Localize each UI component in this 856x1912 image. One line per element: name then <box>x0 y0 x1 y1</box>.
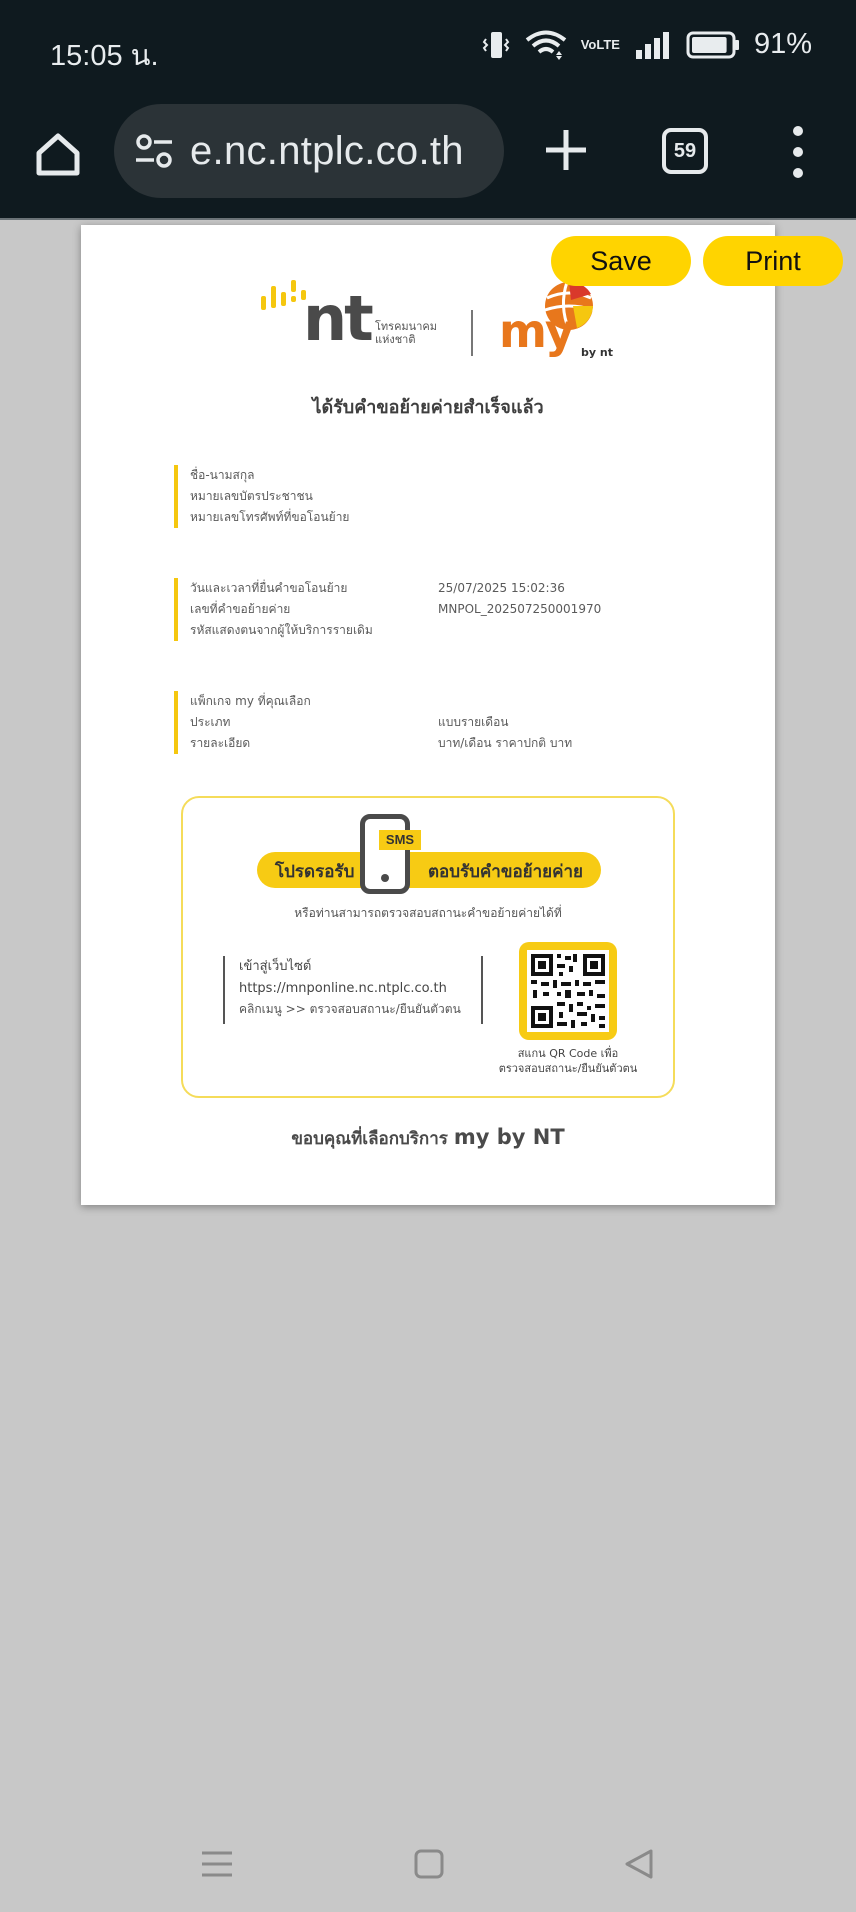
tune-icon[interactable] <box>134 131 174 171</box>
info-row: รหัสแสดงตนจากผู้ให้บริการรายเดิม <box>190 623 373 637</box>
qr-caption <box>487 1046 649 1076</box>
tab-count: 59 <box>673 139 697 162</box>
navigation-bar <box>0 1822 856 1912</box>
browser-toolbar <box>0 90 856 220</box>
save-button[interactable]: Save <box>551 236 691 286</box>
battery-icon <box>686 30 740 60</box>
qr-caption-line1: สแกน QR Code เพื่อ <box>517 1047 619 1060</box>
recents-icon[interactable] <box>192 1842 242 1886</box>
signal-icon <box>634 30 672 60</box>
nt-org-name <box>375 320 445 346</box>
package-info-section <box>174 691 698 754</box>
sms-subtitle: หรือท่านสามารถตรวจสอบสถานะคำขอย้ายค่ายได้ที่ <box>294 906 562 920</box>
info-row: แพ็กเกจ my ที่คุณเลือก <box>190 694 311 708</box>
address-bar[interactable] <box>114 104 504 198</box>
vibrate-icon <box>481 29 511 61</box>
status-bar <box>0 0 856 90</box>
new-tab-button[interactable] <box>540 124 592 176</box>
sms-pill <box>257 852 601 888</box>
print-button[interactable]: Print <box>703 236 843 286</box>
website-menu-hint: คลิกเมนู >> ตรวจสอบสถานะ/ยืนยันตัวตน <box>239 1002 461 1016</box>
nt-org-line2: แห่งชาติ <box>375 333 416 346</box>
sms-pill-right-text: ตอบรับคำขอย้ายค่าย <box>427 862 583 882</box>
thanks-brand: my by NT <box>453 1125 565 1149</box>
document-title: ได้รับคำขอย้ายค่ายสำเร็จแล้ว <box>312 397 544 418</box>
tabs-button[interactable] <box>662 128 708 174</box>
qr-code <box>519 942 617 1040</box>
phone-icon <box>360 814 410 894</box>
back-icon[interactable] <box>614 1842 664 1886</box>
info-row: ประเภท แบบรายเดือน <box>190 715 509 729</box>
thanks-message <box>81 1125 775 1152</box>
info-row: ชื่อ-นามสกุล <box>190 468 255 482</box>
home-nav-icon[interactable] <box>404 1842 454 1886</box>
volte-icon <box>581 38 620 51</box>
my-logo-sub: by nt <box>581 346 613 359</box>
home-button[interactable] <box>30 126 86 182</box>
logo-divider <box>471 310 473 356</box>
wifi-icon <box>525 29 567 61</box>
website-url[interactable]: https://mnponline.nc.ntplc.co.th <box>239 981 447 996</box>
thanks-text: ขอบคุณที่เลือกบริการ <box>291 1129 448 1149</box>
website-info <box>223 956 493 1024</box>
url-text[interactable]: e.nc.ntplc.co.th <box>190 128 464 173</box>
confirmation-document <box>81 225 775 1205</box>
home-icon <box>33 129 83 179</box>
status-icons <box>481 28 812 61</box>
qr-caption-line2: ตรวจสอบสถานะ/ยืนยันตัวตน <box>498 1062 638 1075</box>
request-info-section <box>174 578 698 641</box>
personal-info-section <box>174 465 698 528</box>
nt-org-line1: โทรคมนาคม <box>375 320 437 333</box>
battery-percent: 91% <box>753 28 812 60</box>
sms-notice-box <box>181 796 675 1098</box>
status-time: 15:05 น. <box>50 40 159 72</box>
sms-tag: SMS <box>379 830 421 850</box>
info-row: เลขที่คำขอย้ายค่าย MNPOL_202507250001970 <box>190 602 602 616</box>
qr-divider <box>481 956 483 1024</box>
qr-code-icon <box>527 950 609 1032</box>
plus-icon <box>540 124 592 176</box>
info-row: รายละเอียด บาท/เดือน ราคาปกติ บาท <box>190 736 573 750</box>
website-title: เข้าสู่เว็บไซต์ <box>239 959 312 974</box>
info-row: วันและเวลาที่ยื่นคำขอโอนย้าย 25/07/2025 15:02:36 <box>190 581 565 595</box>
sms-pill-left-text: โปรดรอรับ <box>275 862 355 882</box>
info-row: หมายเลขโทรศัพท์ที่ขอโอนย้าย <box>190 510 350 524</box>
more-vert-icon[interactable] <box>778 126 818 178</box>
volte-bottom: LTE <box>596 37 620 52</box>
nt-logo-text: nt <box>303 282 371 355</box>
info-row: หมายเลขบัตรประชาชน <box>190 489 313 503</box>
logo-row <box>259 280 629 370</box>
volte-top: Vo <box>580 37 597 52</box>
my-logo-text: my <box>499 304 573 358</box>
